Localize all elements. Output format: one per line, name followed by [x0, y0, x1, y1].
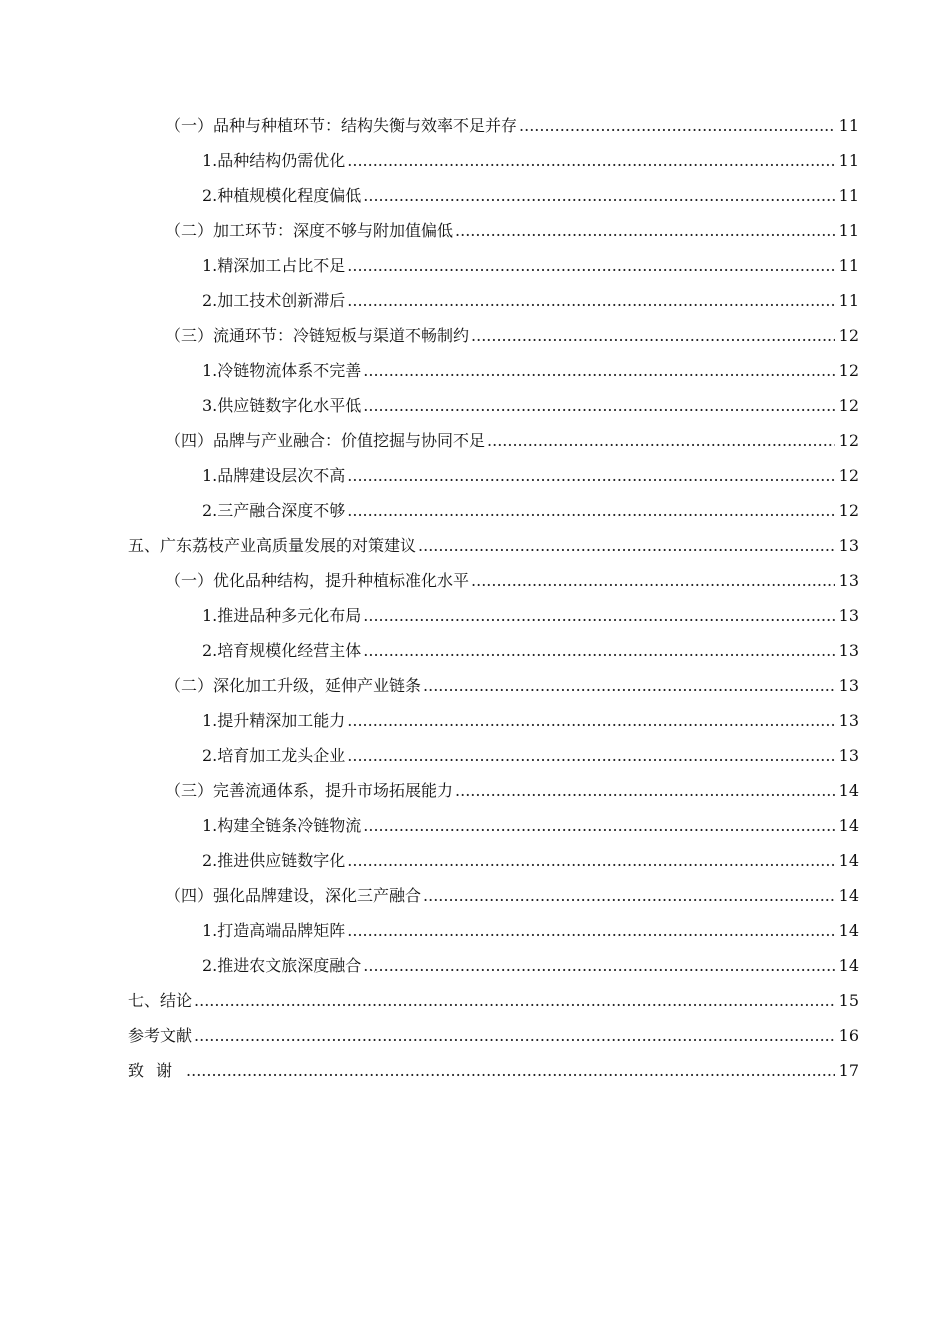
toc-entry-title: 1.品牌建设层次不高: [202, 466, 346, 485]
toc-page-number: 15: [838, 991, 859, 1010]
toc-page-number: 17: [838, 1061, 859, 1080]
toc-dot-leader: [363, 388, 835, 423]
toc-page-number: 11: [838, 151, 859, 170]
toc-dot-leader: [347, 143, 835, 178]
toc-dot-leader: [418, 528, 835, 563]
toc-page-number: 16: [838, 1026, 859, 1045]
toc-dot-leader: [423, 878, 835, 913]
toc-entry-title: 2.种植规模化程度偏低: [202, 186, 362, 205]
toc-page-number: 12: [838, 361, 859, 380]
toc-entry-title: 1.推进品种多元化布局: [202, 606, 362, 625]
toc-page-number: 13: [838, 746, 859, 765]
toc-page-number: 14: [838, 781, 859, 800]
toc-entry[interactable]: [0, 458, 859, 493]
toc-page-number: 14: [838, 921, 859, 940]
toc-entry[interactable]: [0, 283, 859, 318]
toc-dot-leader: [363, 633, 835, 668]
toc-dot-leader: [363, 808, 835, 843]
toc-dot-leader: [347, 843, 835, 878]
toc-entry-title: 致谢: [128, 1061, 185, 1080]
toc-entry-title: 1.打造高端品牌矩阵: [202, 921, 346, 940]
toc-dot-leader: [455, 773, 835, 808]
toc-dot-leader: [186, 1053, 835, 1088]
toc-entry-title: （三）流通环节：冷链短板与渠道不畅制约: [165, 326, 470, 345]
toc-page-number: 12: [838, 326, 859, 345]
toc-entry-title: （四）强化品牌建设，深化三产融合: [165, 886, 422, 905]
toc-entry-title: 参考文献: [128, 1026, 193, 1045]
toc-entry[interactable]: [0, 563, 859, 598]
toc-entry-title: （二）深化加工升级，延伸产业链条: [165, 676, 422, 695]
toc-entry-title: （一）优化品种结构，提升种植标准化水平: [165, 571, 470, 590]
toc-dot-leader: [347, 283, 835, 318]
toc-page-number: 13: [838, 641, 859, 660]
toc-dot-leader: [363, 178, 835, 213]
toc-dot-leader: [347, 738, 835, 773]
toc-page-number: 14: [838, 851, 859, 870]
toc-entry-title: 1.构建全链条冷链物流: [202, 816, 362, 835]
toc-entry-title: 2.推进供应链数字化: [202, 851, 346, 870]
toc-entry-title: 1.品种结构仍需优化: [202, 151, 346, 170]
toc-entry-title: 2.推进农文旅深度融合: [202, 956, 362, 975]
toc-page-number: 13: [838, 536, 859, 555]
toc-dot-leader: [519, 108, 835, 143]
toc-entry[interactable]: [0, 353, 859, 388]
toc-dot-leader: [455, 213, 835, 248]
toc-entry[interactable]: [0, 423, 859, 458]
toc-entry[interactable]: [0, 808, 859, 843]
toc-entry-title: （二）加工环节：深度不够与附加值偏低: [165, 221, 454, 240]
toc-page-number: 12: [838, 466, 859, 485]
toc-dot-leader: [194, 1018, 835, 1053]
toc-entry[interactable]: [0, 493, 859, 528]
toc-entry-title: （一）品种与种植环节：结构失衡与效率不足并存: [165, 116, 518, 135]
toc-entry[interactable]: [0, 1018, 859, 1053]
toc-page-number: 11: [838, 291, 859, 310]
toc-page-number: 11: [838, 221, 859, 240]
toc-entry[interactable]: [0, 1053, 859, 1088]
toc-entry[interactable]: [0, 318, 859, 353]
toc-dot-leader: [363, 948, 835, 983]
toc-page-number: 12: [838, 396, 859, 415]
toc-dot-leader: [194, 983, 835, 1018]
toc-dot-leader: [487, 423, 835, 458]
toc-entry-title: 2.培育规模化经营主体: [202, 641, 362, 660]
toc-page-number: 11: [838, 116, 859, 135]
toc-entry[interactable]: [0, 528, 859, 563]
toc-entry[interactable]: [0, 913, 859, 948]
toc-dot-leader: [423, 668, 835, 703]
toc-entry[interactable]: [0, 843, 859, 878]
toc-entry-title: （四）品牌与产业融合：价值挖掘与协同不足: [165, 431, 486, 450]
toc-dot-leader: [347, 248, 835, 283]
toc-dot-leader: [363, 598, 835, 633]
toc-page-number: 14: [838, 886, 859, 905]
toc-entry[interactable]: [0, 213, 859, 248]
toc-entry-title: 五、广东荔枝产业高质量发展的对策建议: [128, 536, 417, 555]
toc-entry-title: （三）完善流通体系，提升市场拓展能力: [165, 781, 454, 800]
toc-page-number: 12: [838, 501, 859, 520]
toc-entry[interactable]: [0, 738, 859, 773]
toc-entry[interactable]: [0, 598, 859, 633]
toc-entry[interactable]: [0, 178, 859, 213]
toc-page-number: 11: [838, 186, 859, 205]
toc-entry[interactable]: [0, 983, 859, 1018]
toc-entry-title: 2.培育加工龙头企业: [202, 746, 346, 765]
toc-dot-leader: [471, 563, 835, 598]
toc-entry[interactable]: [0, 108, 859, 143]
toc-dot-leader: [471, 318, 835, 353]
toc-entry[interactable]: [0, 388, 859, 423]
toc-dot-leader: [347, 703, 835, 738]
toc-entry[interactable]: [0, 633, 859, 668]
toc-entry-title: 七、结论: [128, 991, 193, 1010]
toc-page-number: 13: [838, 711, 859, 730]
toc-entry[interactable]: [0, 668, 859, 703]
toc-page-number: 12: [838, 431, 859, 450]
toc-page-number: 13: [838, 571, 859, 590]
toc-entry-title: 3.供应链数字化水平低: [202, 396, 362, 415]
toc-entry-title: 1.精深加工占比不足: [202, 256, 346, 275]
toc-page-number: 13: [838, 676, 859, 695]
toc-entry[interactable]: [0, 948, 859, 983]
toc-entry[interactable]: [0, 248, 859, 283]
toc-dot-leader: [347, 913, 835, 948]
toc-entry-title: 1.冷链物流体系不完善: [202, 361, 362, 380]
toc-entry[interactable]: [0, 773, 859, 808]
toc-entry-title: 2.加工技术创新滞后: [202, 291, 346, 310]
toc-entry[interactable]: [0, 143, 859, 178]
toc-page-number: 14: [838, 956, 859, 975]
toc-entry[interactable]: [0, 703, 859, 738]
toc-dot-leader: [363, 353, 835, 388]
toc-dot-leader: [347, 493, 835, 528]
toc-page-number: 13: [838, 606, 859, 625]
toc-entry-title: 2.三产融合深度不够: [202, 501, 346, 520]
toc-page-number: 14: [838, 816, 859, 835]
toc-entry[interactable]: [0, 878, 859, 913]
toc-entry-title: 1.提升精深加工能力: [202, 711, 346, 730]
toc-page-number: 11: [838, 256, 859, 275]
toc-dot-leader: [347, 458, 835, 493]
